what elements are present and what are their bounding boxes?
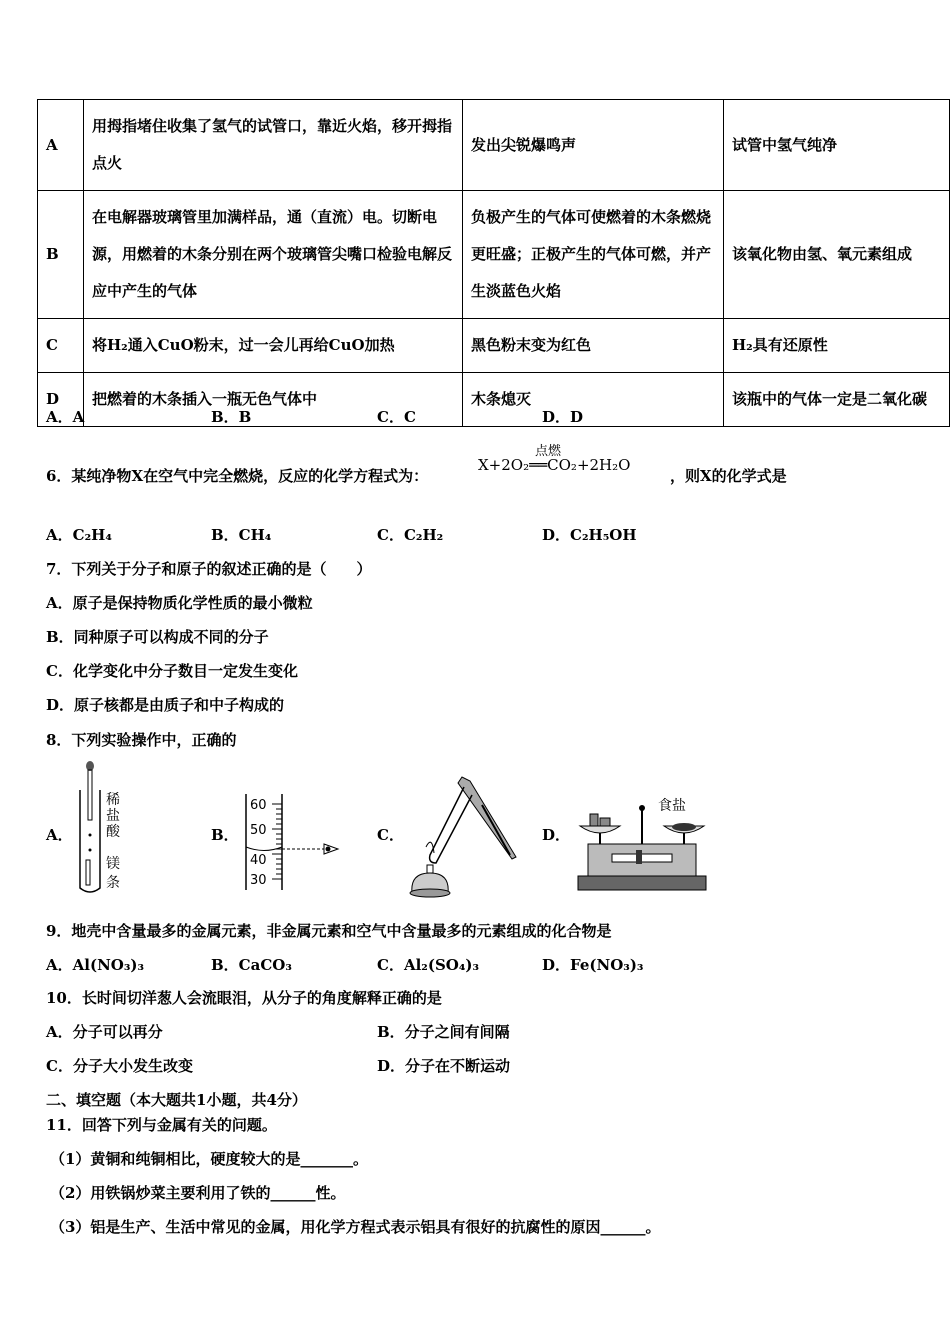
row-key: B: [38, 191, 84, 319]
table-row: [38, 373, 950, 427]
q6-option-a: A．C₂H₄: [46, 526, 112, 544]
label-suan: 酸: [106, 824, 120, 840]
q5-option-c: C．C: [377, 408, 416, 426]
q11-part-1: （1）黄铜和纯铜相比，硬度较大的是_______。: [50, 1150, 368, 1168]
row-phenomenon: 负极产生的气体可使燃着的木条燃烧更旺盛；正极产生的气体可燃，并产生淡蓝色火焰: [463, 191, 724, 319]
section-title: 二、填空题（本大题共1小题，共4分）: [46, 1091, 307, 1109]
row-conclusion: 该氧化物由氢、氧元素组成: [724, 191, 950, 319]
heating-test-tube-figure: [400, 775, 530, 900]
q11-part-3: （3）铝是生产、生活中常见的金属，用化学方程式表示铝具有很好的抗腐性的原因______。: [50, 1218, 661, 1236]
q9-option-d: D．Fe(NO₃)₃: [542, 956, 644, 974]
row-operation: 在电解器玻璃管里加满样品，通（直流）电。切断电源，用燃着的木条分别在两个玻璃管尖嘴口检验电解反应中产生的气体: [84, 191, 463, 319]
test-tube-dropper-figure: [70, 760, 130, 895]
q8-option-d: D．: [542, 826, 571, 844]
row-operation: 将H₂通入CuO粉末，过一会儿再给CuO加热: [84, 319, 463, 373]
q6-option-d: D．C₂H₅OH: [542, 526, 637, 544]
experiment-table: [37, 99, 950, 427]
table-row: [38, 319, 950, 373]
row-phenomenon: 发出尖锐爆鸣声: [463, 100, 724, 191]
q9-option-c: C．Al₂(SO₄)₃: [377, 956, 480, 974]
q8-option-a: A．: [46, 826, 73, 844]
label-yan: 盐: [106, 808, 120, 824]
tick-60: 60: [250, 798, 267, 813]
table-row: [38, 191, 950, 319]
label-mei: 镁: [106, 856, 120, 872]
q6-condition: 点燃: [535, 444, 562, 459]
q6-stem-end: ，则X的化学式是: [670, 467, 787, 485]
q10-option-c: C．分子大小发生改变: [46, 1057, 193, 1075]
q6-option-c: C．C₂H₂: [377, 526, 444, 544]
q7-option-a: A．原子是保持物质化学性质的最小微粒: [46, 594, 313, 612]
q6-equation: [478, 444, 631, 474]
balance-scale-figure: [572, 796, 712, 894]
q10-option-d: D．分子在不断运动: [377, 1057, 511, 1075]
q7-stem: 7．下列关于分子和原子的叙述正确的是（ ）: [46, 560, 372, 578]
q7-option-b: B．同种原子可以构成不同的分子: [46, 628, 269, 646]
tick-40: 40: [250, 853, 267, 868]
row-conclusion: H₂具有还原性: [724, 319, 950, 373]
q6-stem: 6．某纯净物X在空气中完全燃烧，反应的化学方程式为：: [46, 467, 429, 485]
q11-part-2: （2）用铁锅炒菜主要利用了铁的______性。: [50, 1184, 346, 1202]
q8-option-c: C．: [377, 826, 404, 844]
q9-option-b: B．CaCO₃: [211, 956, 292, 974]
table-row: [38, 100, 950, 191]
label-tiao: 条: [106, 875, 120, 891]
q11-stem: 11．回答下列与金属有关的问题。: [46, 1116, 277, 1134]
q6-equation-text: X+2O₂══CO₂+2H₂O: [478, 456, 631, 474]
tick-50: 50: [250, 823, 267, 838]
q8-option-b: B．: [211, 826, 239, 844]
q10-option-b: B．分子之间有间隔: [377, 1023, 510, 1041]
q5-option-a: A．A: [46, 408, 85, 426]
q5-option-b: B．B: [211, 408, 252, 426]
row-operation: 用拇指堵住收集了氢气的试管口，靠近火焰，移开拇指点火: [84, 100, 463, 191]
graduated-cylinder-figure: [238, 792, 348, 892]
row-phenomenon: 黑色粉末变为红色: [463, 319, 724, 373]
row-operation: 把燃着的木条插入一瓶无色气体中: [84, 373, 463, 427]
q10-option-a: A．分子可以再分: [46, 1023, 163, 1041]
q8-stem: 8．下列实验操作中，正确的: [46, 731, 237, 749]
tick-30: 30: [250, 873, 267, 888]
row-phenomenon: 木条熄灭: [463, 373, 724, 427]
row-conclusion: 该瓶中的气体一定是二氧化碳: [724, 373, 950, 427]
row-conclusion: 试管中氢气纯净: [724, 100, 950, 191]
q6-option-b: B．CH₄: [211, 526, 272, 544]
q7-option-d: D．原子核都是由质子和中子构成的: [46, 696, 285, 714]
q7-option-c: C．化学变化中分子数目一定发生变化: [46, 662, 298, 680]
row-key: A: [38, 100, 84, 191]
q10-stem: 10．长时间切洋葱人会流眼泪，从分子的角度解释正确的是: [46, 989, 442, 1007]
label-salt: 食盐: [658, 798, 686, 814]
q5-option-d: D．D: [542, 408, 584, 426]
q9-option-a: A．Al(NO₃)₃: [46, 956, 145, 974]
row-key: C: [38, 319, 84, 373]
q9-stem: 9．地壳中含量最多的金属元素，非金属元素和空气中含量最多的元素组成的化合物是: [46, 922, 612, 940]
row-key: D: [38, 373, 84, 427]
label-xi: 稀: [106, 792, 120, 808]
